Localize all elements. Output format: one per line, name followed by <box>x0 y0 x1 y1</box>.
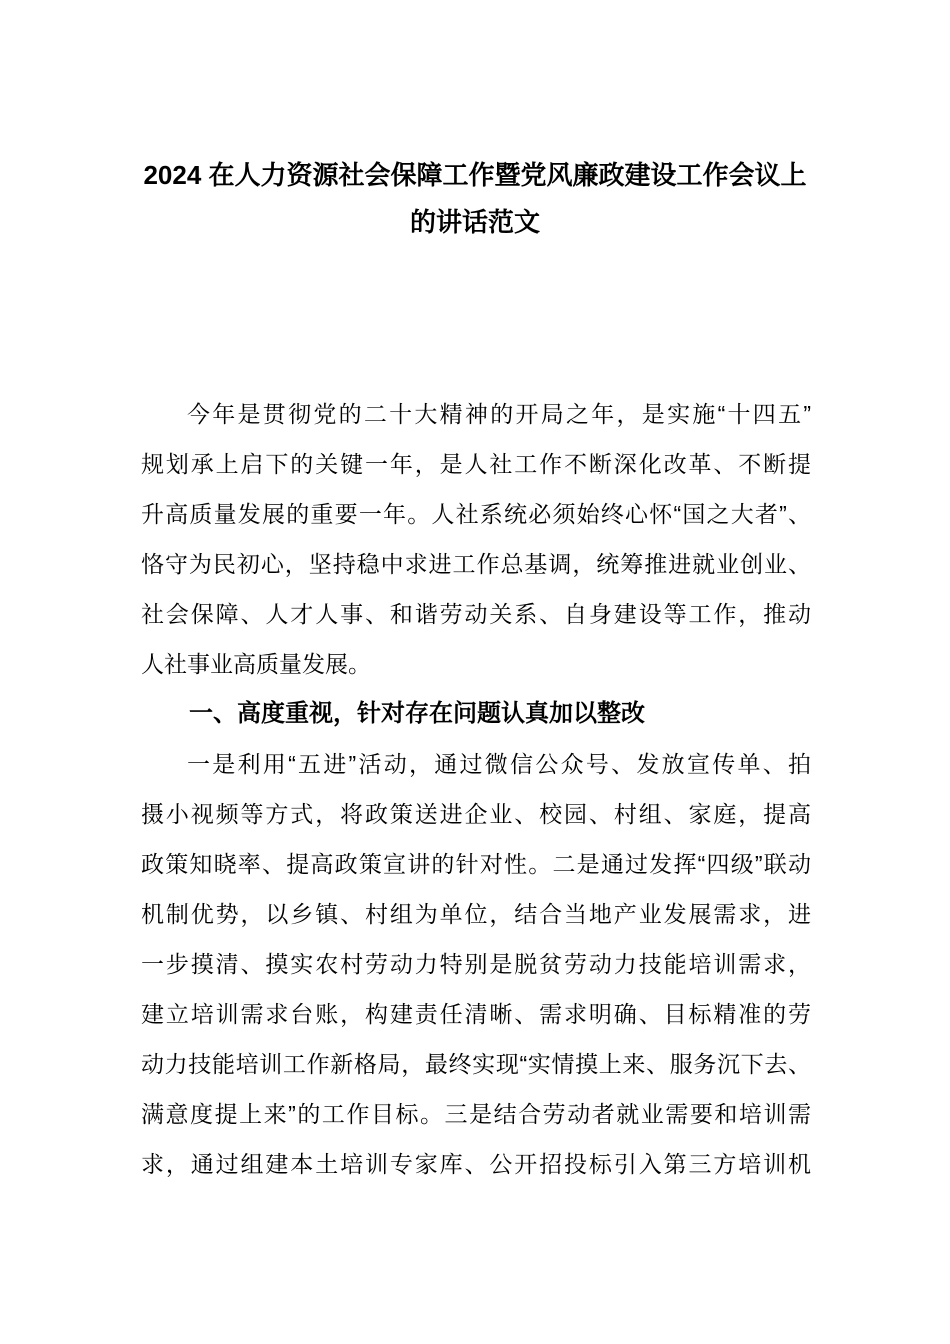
paragraph-1 <box>141 389 811 689</box>
title-line-2: 的讲话范文 <box>409 207 540 237</box>
document-body <box>141 389 811 1189</box>
paragraph-2 <box>141 739 811 1189</box>
text-line: 一是利用“五进”活动，通过微信公众号、发放宣传单、拍 <box>187 751 811 777</box>
text-line: 政策知晓率、提高政策宣讲的针对性。二是通过发挥“四级”联动 <box>141 851 811 877</box>
text-line: 社会保障、人才人事、和谐劳动关系、自身建设等工作，推动 <box>141 601 811 627</box>
title-line-1: 2024 在人力资源社会保障工作暨党风廉政建设工作会议上 <box>143 160 807 190</box>
text-line: 升高质量发展的重要一年。人社系统必须始终心怀“国之大者”、 <box>141 501 811 527</box>
text-line: 一、高度重视，针对存在问题认真加以整改 <box>189 700 645 727</box>
text-line: 今年是贯彻党的二十大精神的开局之年，是实施“十四五” <box>187 401 811 427</box>
text-line: 一步摸清、摸实农村劳动力特别是脱贫劳动力技能培训需求， <box>141 951 811 977</box>
text-line: 满意度提上来”的工作目标。三是结合劳动者就业需要和培训需 <box>141 1101 811 1127</box>
text-line: 人社事业高质量发展。 <box>141 651 371 677</box>
text-line: 机制优势，以乡镇、村组为单位，结合当地产业发展需求，进 <box>141 901 811 927</box>
text-line: 求，通过组建本土培训专家库、公开招投标引入第三方培训机 <box>141 1151 811 1177</box>
section-heading-1 <box>141 689 811 739</box>
text-line: 动力技能培训工作新格局，最终实现“实情摸上来、服务沉下去、 <box>141 1051 811 1077</box>
text-line: 摄小视频等方式，将政策送进企业、校园、村组、家庭，提高 <box>141 801 811 827</box>
text-line: 建立培训需求台账，构建责任清晰、需求明确、目标精准的劳 <box>141 1001 811 1027</box>
document-title <box>0 152 950 246</box>
text-line: 规划承上启下的关键一年，是人社工作不断深化改革、不断提 <box>141 451 811 477</box>
text-line: 恪守为民初心，坚持稳中求进工作总基调，统筹推进就业创业、 <box>141 551 811 577</box>
